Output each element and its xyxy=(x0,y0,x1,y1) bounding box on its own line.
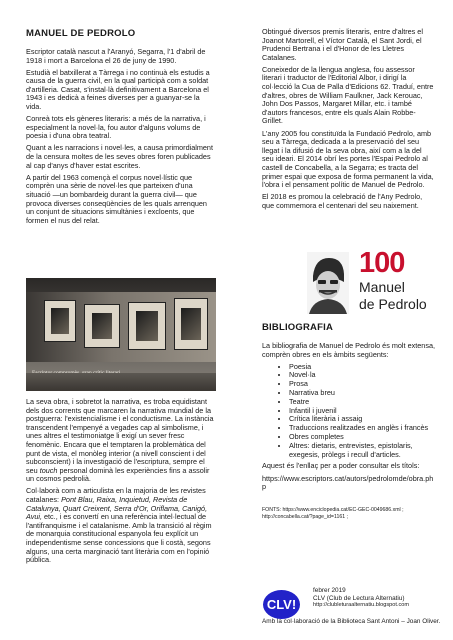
centenary-logo xyxy=(307,247,442,318)
collaboration-text: Amb la col·laboració de la Biblioteca Sant Antoni – Joan Oliver. xyxy=(262,618,441,625)
list-item: • Teatre xyxy=(289,398,435,407)
list-item: • Obres completes xyxy=(289,433,435,442)
page-title: MANUEL DE PEDROLO xyxy=(26,28,136,39)
prizes-paragraph: Obtingué diversos premis literaris, entre d'altres el Joanot Martorell, el Víctor Català, el Sant Jordi, el Prudenci Bertrana i el d'Honor de les Lletres Catalanes. xyxy=(262,27,423,62)
centenary-number: 100 xyxy=(359,247,405,279)
bio-paragraph-5: A partir del 1963 començà el corpus novel·lístic que comprèn una sèrie de novel·les que parteixen d'una situació —un bombardeig durant la guerra civil— que provoca diverses conseqüències de les quals arrenquen un conjunt de situacions simultànies i excloents, que formen el nus del relat. xyxy=(26,172,207,225)
translator-paragraph: Coneixedor de la llengua anglesa, fou assessor literari i traductor de l'Editorial Albor, i dirigí la col·lecció la Cua de Palla d'Edicions 62. Traduí, entre d'altres, obres de William Faulkner, Jack Kerouac, John Dos Passos, Margaret Millar, etc. i també d'autors francesos, entre els quals Alain Robbe-Grillet. xyxy=(262,64,434,126)
list-item: • Poesia xyxy=(289,363,435,372)
list-item: • Traduccions realitzades en anglès i francès xyxy=(289,424,435,433)
club-url[interactable]: http://clubleturaalternatiu.blogspot.com xyxy=(313,602,410,608)
photo-floor xyxy=(26,373,216,391)
club-name: CLV (Club de Lectura Alternatiu) xyxy=(313,594,405,602)
list-item: • Novel·la xyxy=(289,371,435,380)
logo-name-line-1: Manuel xyxy=(359,279,405,295)
bio-paragraph-7: Col·laborà com a articulista en la majoria de les revistes catalanes: Pont Blau, Raixa, Inquietud, Revista de Catalunya, Quart Creixent, Serra d'Or, Oriflama, Canigó, Avui, etc., i es convertí en una referència intel·lectual de l'antifranquisme i el catalanisme. Amb la transició al règim de monarquia constitucional espanyola feu explícit un independentisme sense concessions que li costà, segons alguns, una certa marginació tant literària com en l'opinió pública. xyxy=(26,486,212,565)
club-date: febrer 2019 xyxy=(313,587,346,594)
left-column-lower xyxy=(26,398,216,568)
centenary-paragraph: El 2018 es promou la celebració de l'Any Pedrolo, que commemora el centenari del seu naixement. xyxy=(262,192,423,210)
club-info xyxy=(313,587,443,610)
list-item: • Altres: dietaris, entrevistes, epistolaris, exegesis, pròlegs i recull d'articles. xyxy=(289,442,435,460)
bio-paragraph-6: La seva obra, i sobretot la narrativa, es troba equidistant dels dos corrents que marcaren la narrativa mundial de la postguerra: l'existencialisme i el conductisme. La instància transcendent l'empenyé a vegades cap al simbolisme, i unes altres el testimoniatge li exigí un sever fresc fenomènic. Encara que el temptaren la problemàtica del punt de vista, el monòleg interior (a nivell conscient i del subconscient) i la investigació de l'escriptura, sempre el seu touch personal dominà les experiències fins a assolir un cosmos pedrolià. xyxy=(26,397,214,484)
list-item: • Crítica literària i assaig xyxy=(289,415,435,424)
exhibition-photo xyxy=(26,278,216,391)
link-intro: Aquest és l'enllaç per a poder consultar els títols: xyxy=(262,461,420,471)
photo-frame xyxy=(84,304,120,348)
list-item: • Narrativa breu xyxy=(289,389,435,398)
bibliography-section xyxy=(262,322,435,523)
foundation-paragraph: L'any 2005 fou constituïda la Fundació Pedrolo, amb seu a Tàrrega, dedicada a la preservació del seu llegat i la difusió de la seva obra, així com a la del seu ideari. El 2014 obrí les portes l'Espai Pedrolo al castell de Concabella, a la Segarra; es tracta del primer espai que exposa de forma permanent la vida, l'obra i el pensament polític de Manuel de Pedrolo. xyxy=(262,128,434,190)
photo-frame xyxy=(128,302,166,350)
sources: FONTS: https://www.enciclopedia.cat/EC-GEC-0049686.xml ; http://concabella.cat/?page_id=1161 ; xyxy=(262,507,404,520)
list-item: • Prosa xyxy=(289,380,435,389)
bio-paragraph-3: Conreà tots els gèneres literaris: a més de la narrativa, i especialment la novel·la, fou autor d'alguns volums de poesia i d'una obra teatral. xyxy=(26,114,206,141)
bibliography-title: BIBLIOGRAFIA xyxy=(262,322,334,333)
bio-paragraph-1: Escriptor català nascut a l'Aranyó, Segarra, l'1 d'abril de 1918 i mort a Barcelona el 26 de juny de 1990. xyxy=(26,47,206,65)
works-link[interactable]: https://www.escriptors.cat/autors/pedrolomde/obra.php xyxy=(262,473,434,492)
collaboration-note xyxy=(262,618,442,629)
right-column xyxy=(262,28,435,214)
list-item: • Infantil i juvenil xyxy=(289,407,435,416)
bio-paragraph-4: Quant a les narracions i novel·les, a causa primordialment de la censura moltes de les seves obres foren publicades al cap d'anys d'haver estat escrites. xyxy=(26,143,213,170)
bibliography-list xyxy=(262,363,435,460)
photo-frame xyxy=(44,300,76,342)
logo-name-line-2: de Pedrolo xyxy=(359,296,427,312)
bibliography-intro: La bibliografia de Manuel de Pedrolo és molt extensa, comprèn obres en els àmbits següents: xyxy=(262,341,435,359)
portrait-icon xyxy=(307,252,349,314)
bio-paragraph-2: Estudià el batxillerat a Tàrrega i no continuà els estudis a causa de la guerra civil, en la qual participà com a soldat d'artilleria. Casat, s'instal·là definitivament a Barcelona el 1943 i es dedicà a feines diverses per a guanyar-se la vida. xyxy=(26,67,210,112)
left-column xyxy=(26,28,216,229)
photo-frame xyxy=(174,298,208,350)
clv-logo: CLV! xyxy=(263,590,300,619)
